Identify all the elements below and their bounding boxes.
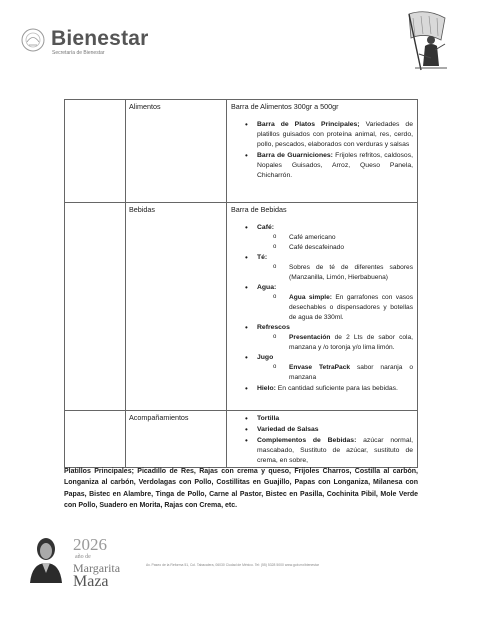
list-item: • Barra de Guarniciones: Frijoles refritos, caldosos, Nopales Guisados, Arroz, Queso Panela, Chicharrón. <box>231 151 413 181</box>
table-row <box>65 100 417 203</box>
sub-list-item: o Agua simple: En garrafones con vasos desechables o dispensadores y botellas de agua de 330ml. <box>257 293 413 322</box>
bullet-list <box>231 223 413 394</box>
list-item: • Té: o Sobres de té de diferentes sabores (Manzanilla, Limón, Hierbabuena) <box>231 253 413 282</box>
bullet-list <box>231 414 413 466</box>
footer-address: Av. Paseo de la Reforma 51, Col. Tabacalera, 06030 Ciudad de México. Tel: (55) 5328 5000 www.gob.mx/bienestar <box>146 563 319 567</box>
logo-title: Bienestar <box>51 27 149 50</box>
list-item: • Refrescos o Presentación de 2 Lts de sabor cola, manzana y /o toronja y/o lima limón. <box>231 323 413 352</box>
detail-cell <box>227 203 417 410</box>
table-row <box>65 203 417 411</box>
sub-list-item: o Envase TetraPack sabor naranja o manzana <box>257 363 413 382</box>
sub-list-item: o Presentación de 2 Lts de sabor cola, manzana y /o toronja y/o lima limón. <box>257 333 413 352</box>
sub-list-item: o Café americano <box>257 233 413 243</box>
list-item: • Variedad de Salsas <box>231 425 413 435</box>
table-row <box>65 411 417 467</box>
detail-cell <box>227 100 417 202</box>
year-name-first: Margarita <box>73 561 121 575</box>
platillos-note: Platillos Principales; Picadillo de Res, Rajas con crema y queso, Frijoles Charros, Costilla al carbón, Longaniza al carbón, Verdolagas con Pollo, Costillitas en Guajillo, Papas con Longaniza, Milanesa con Papas, Bistec en Alambre, Tinga de Pollo, Carne al Pastor, Bistec en Pasilla, Cochinita Pibil, Mole Verde con Pollo, Suadero en Morita, Rajas con Crema, etc. <box>64 468 418 510</box>
flag-illustration-icon <box>401 10 453 74</box>
list-item: • Tortilla <box>231 414 413 424</box>
detail-cell <box>227 411 417 467</box>
year-subtitle: año de <box>75 554 91 560</box>
year-name-last: Maza <box>73 573 109 590</box>
section-heading: Barra de Alimentos 300gr a 500gr <box>231 102 339 111</box>
category-cell: Bebidas <box>126 203 227 410</box>
section-heading: Barra de Bebidas <box>231 205 287 214</box>
list-item: • Barra de Platos Principales; Variedades de platillos guisados con proteína animal, res, cerdo, pollo, pescados, elaborados con verduras y salsas <box>231 120 413 150</box>
list-item: • Complementos de Bebidas: azúcar normal, mascabado, Sustituto de azúcar, sustituto de crema, en sobre, <box>231 436 413 466</box>
margarita-maza-portrait-icon <box>24 533 68 583</box>
bienestar-emblem-icon <box>20 27 46 53</box>
list-item: • Hielo: En cantidad suficiente para las bebidas. <box>231 384 413 394</box>
list-item: • Jugo o Envase TetraPack sabor naranja o manzana <box>231 353 413 382</box>
bullet-list <box>231 120 413 181</box>
menu-table <box>64 99 418 468</box>
year-number: 2026 <box>73 535 107 554</box>
logo-subtitle: Secretaría de Bienestar <box>52 50 105 56</box>
list-item: • Café: o Café americano o Café descafeinado <box>231 223 413 252</box>
category-cell: Alimentos <box>126 100 227 202</box>
sub-list-item: o Sobres de té de diferentes sabores (Manzanilla, Limón, Hierbabuena) <box>257 263 413 282</box>
category-cell: Acompañamientos <box>126 411 227 467</box>
sub-list-item: o Café descafeinado <box>257 243 413 253</box>
list-item: • Agua: o Agua simple: En garrafones con vasos desechables o dispensadores y botellas de agua de 330ml. <box>231 283 413 322</box>
